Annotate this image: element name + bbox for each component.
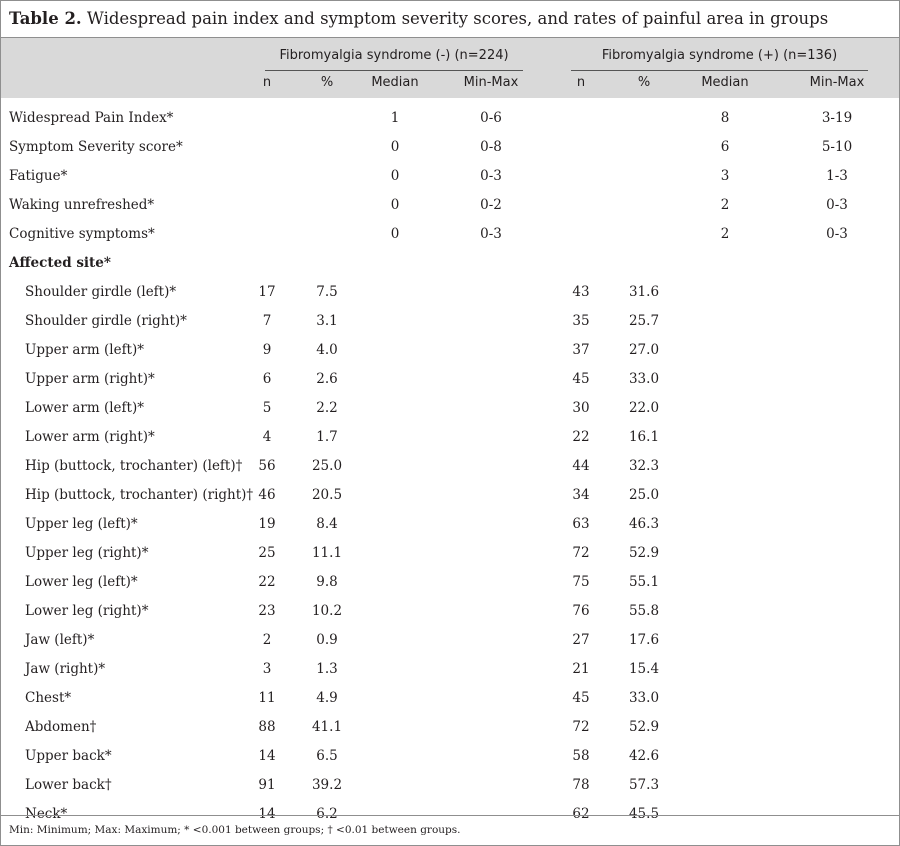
cell-percent-pos: 33.0 xyxy=(628,371,660,387)
table-row xyxy=(1,365,899,394)
cell-n-neg: 25 xyxy=(258,545,276,561)
row-label: Upper leg (right)* xyxy=(25,545,149,561)
cell-n-neg: 2 xyxy=(262,632,272,648)
table-caption: Widespread pain index and symptom severity scores, and rates of painful area in groups xyxy=(81,9,829,28)
cell-median-neg: 0 xyxy=(390,139,400,155)
row-label: Upper arm (right)* xyxy=(25,371,155,387)
group-header-fms-positive: Fibromyalgia syndrome (+) (n=136) xyxy=(601,48,838,63)
cell-n-neg: 19 xyxy=(258,516,276,532)
cell-median-pos: 2 xyxy=(720,197,730,213)
row-label: Symptom Severity score* xyxy=(9,139,183,155)
cell-n-pos: 43 xyxy=(572,284,590,300)
cell-percent-pos: 52.9 xyxy=(628,545,660,561)
cell-n-pos: 37 xyxy=(572,342,590,358)
cell-percent-pos: 55.8 xyxy=(628,603,660,619)
cell-minmax-neg: 0-3 xyxy=(480,226,502,242)
cell-minmax-neg: 0-6 xyxy=(480,110,502,126)
cell-n-neg: 9 xyxy=(262,342,272,358)
row-label: Lower arm (left)* xyxy=(25,400,144,416)
cell-n-neg: 7 xyxy=(262,313,272,329)
cell-percent-pos: 25.7 xyxy=(628,313,660,329)
cell-n-pos: 34 xyxy=(572,487,590,503)
cell-n-pos: 63 xyxy=(572,516,590,532)
cell-median-neg: 0 xyxy=(390,197,400,213)
cell-n-pos: 21 xyxy=(572,661,590,677)
cell-minmax-neg: 0-2 xyxy=(480,197,502,213)
table-row xyxy=(1,481,899,510)
cell-percent-neg: 25.0 xyxy=(311,458,343,474)
cell-percent-pos: 15.4 xyxy=(628,661,660,677)
table-number: Table 2. xyxy=(9,9,82,28)
cell-median-neg: 0 xyxy=(390,168,400,184)
cell-n-pos: 27 xyxy=(572,632,590,648)
row-label: Widespread Pain Index* xyxy=(9,110,174,126)
table-row xyxy=(1,394,899,423)
column-header-percent-pos: % xyxy=(637,75,651,90)
cell-minmax-pos: 3-19 xyxy=(821,110,853,126)
row-label: Neck* xyxy=(25,806,68,822)
row-label: Chest* xyxy=(25,690,72,706)
cell-percent-neg: 6.2 xyxy=(316,806,338,822)
row-label: Waking unrefreshed* xyxy=(9,197,155,213)
table-row xyxy=(1,568,899,597)
cell-percent-neg: 2.6 xyxy=(316,371,338,387)
cell-n-neg: 11 xyxy=(258,690,276,706)
table-title xyxy=(1,1,899,37)
group-header-fms-negative: Fibromyalgia syndrome (-) (n=224) xyxy=(279,48,509,63)
column-header-median-pos: Median xyxy=(701,75,749,90)
cell-n-neg: 14 xyxy=(258,806,276,822)
cell-n-pos: 72 xyxy=(572,545,590,561)
cell-n-pos: 44 xyxy=(572,458,590,474)
cell-percent-pos: 33.0 xyxy=(628,690,660,706)
cell-n-pos: 45 xyxy=(572,690,590,706)
cell-percent-pos: 45.5 xyxy=(628,806,660,822)
cell-percent-pos: 57.3 xyxy=(628,777,660,793)
column-header-minmax-neg: Min-Max xyxy=(463,75,519,90)
cell-n-pos: 22 xyxy=(572,429,590,445)
table-footnote: Min: Minimum; Max: Maximum; * <0.001 between groups; † <0.01 between groups. xyxy=(1,815,899,845)
table-row xyxy=(1,684,899,713)
cell-n-neg: 88 xyxy=(258,719,276,735)
cell-percent-neg: 1.3 xyxy=(316,661,338,677)
cell-percent-pos: 42.6 xyxy=(628,748,660,764)
cell-n-neg: 91 xyxy=(258,777,276,793)
row-label: Shoulder girdle (left)* xyxy=(25,284,177,300)
cell-n-pos: 58 xyxy=(572,748,590,764)
cell-minmax-pos: 0-3 xyxy=(826,226,848,242)
row-label: Abdomen† xyxy=(25,719,97,735)
cell-n-neg: 5 xyxy=(262,400,272,416)
cell-percent-neg: 4.9 xyxy=(316,690,338,706)
cell-percent-pos: 31.6 xyxy=(628,284,660,300)
cell-n-neg: 23 xyxy=(258,603,276,619)
cell-n-neg: 46 xyxy=(258,487,276,503)
cell-n-pos: 45 xyxy=(572,371,590,387)
cell-median-neg: 0 xyxy=(390,226,400,242)
cell-percent-pos: 55.1 xyxy=(628,574,660,590)
cell-percent-neg: 6.5 xyxy=(316,748,338,764)
cell-percent-neg: 41.1 xyxy=(311,719,343,735)
table-row xyxy=(1,452,899,481)
table-row xyxy=(1,104,899,133)
group-rule-fms-positive xyxy=(571,70,868,71)
row-label: Hip (buttock, trochanter) (right)† xyxy=(25,487,254,503)
cell-percent-neg: 7.5 xyxy=(316,284,338,300)
row-label: Jaw (right)* xyxy=(25,661,106,677)
row-label: Jaw (left)* xyxy=(25,632,95,648)
table-row xyxy=(1,191,899,220)
column-header-percent-neg: % xyxy=(320,75,334,90)
row-label: Lower leg (right)* xyxy=(25,603,149,619)
cell-median-pos: 8 xyxy=(720,110,730,126)
cell-minmax-pos: 0-3 xyxy=(826,197,848,213)
table-row xyxy=(1,278,899,307)
table-row xyxy=(1,423,899,452)
cell-n-neg: 56 xyxy=(258,458,276,474)
cell-percent-neg: 1.7 xyxy=(316,429,338,445)
table-header xyxy=(1,37,899,98)
cell-percent-neg: 0.9 xyxy=(316,632,338,648)
table-row xyxy=(1,771,899,800)
column-header-n-pos: n xyxy=(576,75,586,90)
cell-n-neg: 4 xyxy=(262,429,272,445)
cell-n-neg: 22 xyxy=(258,574,276,590)
cell-percent-pos: 17.6 xyxy=(628,632,660,648)
table-row xyxy=(1,249,899,278)
table-row xyxy=(1,162,899,191)
cell-median-pos: 6 xyxy=(720,139,730,155)
cell-percent-neg: 39.2 xyxy=(311,777,343,793)
table-row xyxy=(1,220,899,249)
cell-n-neg: 3 xyxy=(262,661,272,677)
table-row xyxy=(1,742,899,771)
table-row xyxy=(1,336,899,365)
group-rule-fms-negative xyxy=(265,70,523,71)
cell-percent-neg: 2.2 xyxy=(316,400,338,416)
table-row xyxy=(1,626,899,655)
cell-minmax-pos: 1-3 xyxy=(826,168,848,184)
cell-percent-neg: 20.5 xyxy=(311,487,343,503)
cell-percent-neg: 11.1 xyxy=(311,545,343,561)
cell-n-pos: 76 xyxy=(572,603,590,619)
row-label: Cognitive symptoms* xyxy=(9,226,155,242)
table-row xyxy=(1,510,899,539)
cell-median-neg: 1 xyxy=(390,110,400,126)
cell-percent-pos: 22.0 xyxy=(628,400,660,416)
cell-percent-neg: 10.2 xyxy=(311,603,343,619)
cell-n-pos: 62 xyxy=(572,806,590,822)
table-row xyxy=(1,133,899,162)
column-header-median-neg: Median xyxy=(371,75,419,90)
row-label: Lower back† xyxy=(25,777,112,793)
cell-median-pos: 3 xyxy=(720,168,730,184)
cell-percent-pos: 16.1 xyxy=(628,429,660,445)
cell-n-pos: 78 xyxy=(572,777,590,793)
cell-median-pos: 2 xyxy=(720,226,730,242)
cell-n-pos: 75 xyxy=(572,574,590,590)
row-label: Affected site* xyxy=(9,255,111,271)
row-label: Lower arm (right)* xyxy=(25,429,155,445)
row-label: Hip (buttock, trochanter) (left)† xyxy=(25,458,243,474)
table-row xyxy=(1,539,899,568)
cell-n-neg: 14 xyxy=(258,748,276,764)
cell-percent-neg: 3.1 xyxy=(316,313,338,329)
cell-minmax-neg: 0-8 xyxy=(480,139,502,155)
cell-percent-pos: 25.0 xyxy=(628,487,660,503)
table-body xyxy=(1,104,899,829)
cell-n-neg: 6 xyxy=(262,371,272,387)
cell-minmax-neg: 0-3 xyxy=(480,168,502,184)
cell-n-pos: 72 xyxy=(572,719,590,735)
row-label: Upper arm (left)* xyxy=(25,342,145,358)
cell-percent-neg: 8.4 xyxy=(316,516,338,532)
cell-percent-pos: 46.3 xyxy=(628,516,660,532)
cell-n-pos: 35 xyxy=(572,313,590,329)
column-header-minmax-pos: Min-Max xyxy=(809,75,865,90)
row-label: Shoulder girdle (right)* xyxy=(25,313,187,329)
row-label: Upper leg (left)* xyxy=(25,516,138,532)
table-row xyxy=(1,307,899,336)
cell-percent-neg: 9.8 xyxy=(316,574,338,590)
row-label: Fatigue* xyxy=(9,168,68,184)
row-label: Upper back* xyxy=(25,748,112,764)
cell-percent-pos: 52.9 xyxy=(628,719,660,735)
cell-minmax-pos: 5-10 xyxy=(821,139,853,155)
column-header-n-neg: n xyxy=(262,75,272,90)
cell-percent-pos: 27.0 xyxy=(628,342,660,358)
cell-n-neg: 17 xyxy=(258,284,276,300)
row-label: Lower leg (left)* xyxy=(25,574,138,590)
table-row xyxy=(1,597,899,626)
cell-percent-pos: 32.3 xyxy=(628,458,660,474)
table-row xyxy=(1,655,899,684)
table-row xyxy=(1,713,899,742)
cell-n-pos: 30 xyxy=(572,400,590,416)
cell-percent-neg: 4.0 xyxy=(316,342,338,358)
